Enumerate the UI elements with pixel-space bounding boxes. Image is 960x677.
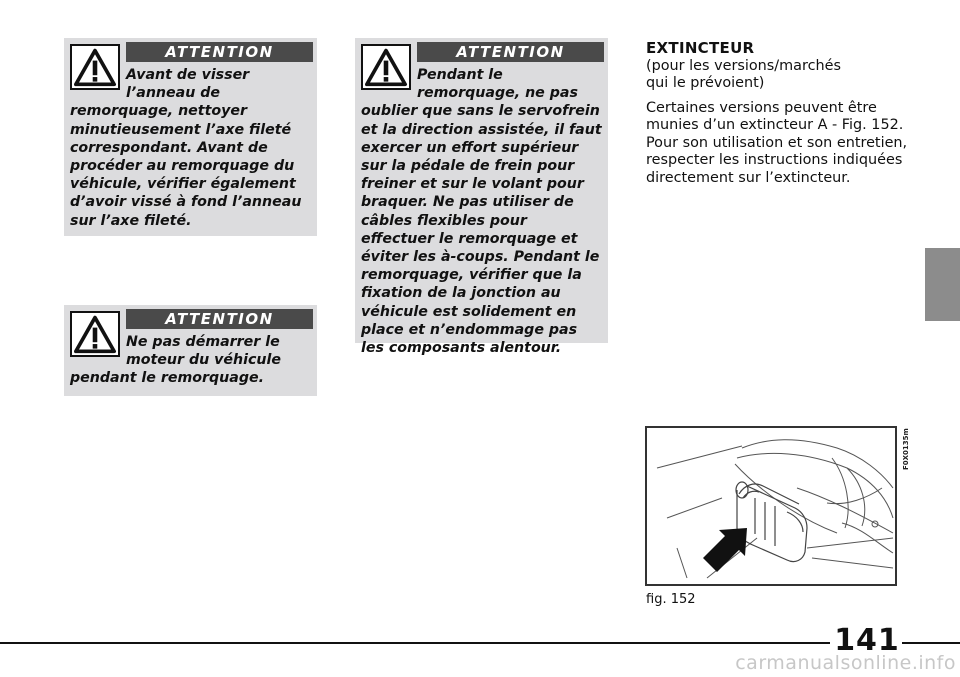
warning-text: Avant de visser l’anneau de remorquage, nettoyer minutieusement l’axe fileté correspondant. Avant de procéder au remorquage du véhicule, vérifier également d’avoir vissé à fond l’anneau sur l’axe fileté. xyxy=(70,67,302,229)
watermark: carmanualsonline.info xyxy=(735,652,956,674)
section-heading: EXTINCTEUR xyxy=(646,39,755,57)
warning-text: Ne pas démarrer le moteur du véhicule pendant le remorquage. xyxy=(70,334,281,387)
extincteur-section xyxy=(646,40,916,187)
page-number: 141 xyxy=(834,623,900,658)
extinguisher-illustration xyxy=(647,428,895,584)
section-body: Certaines versions peuvent être munies d’un extincteur A - Fig. 152. Pour son utilisation et son entretien, respecter les instructions indiquées directement sur l’extincteur. xyxy=(646,99,908,186)
figure-code: F0X0135m xyxy=(902,428,910,470)
chapter-tab xyxy=(925,248,960,321)
warning-box-2 xyxy=(64,305,317,396)
figure-caption: fig. 152 xyxy=(646,592,696,607)
section-subtitle-line2: qui le prévoient) xyxy=(646,75,765,91)
attention-label: ATTENTION xyxy=(126,309,313,329)
attention-label: ATTENTION xyxy=(417,42,604,62)
footer-rule-left xyxy=(0,642,830,644)
warning-text: Pendant le remorquage, ne pas oublier que sans le servofrein et la direction assistée, il faut exercer un effort supérieur sur la pédale de frein pour freiner et sur le volant pour braquer. Ne pas utiliser de câbles flexibles pour effectuer le remorquage et éviter les à-coups. Pendant le remorquage, vérifier que la fixation de la jonction au véhicule est solidement en place et n’endommage pas les composants alentour. xyxy=(361,67,602,357)
warning-box-3 xyxy=(355,38,608,357)
footer-rule-right xyxy=(902,642,960,644)
figure-extinguisher xyxy=(645,426,897,586)
section-subtitle-line1: (pour les versions/marchés xyxy=(646,57,841,74)
attention-label: ATTENTION xyxy=(126,42,313,62)
warning-box-1 xyxy=(64,38,317,236)
